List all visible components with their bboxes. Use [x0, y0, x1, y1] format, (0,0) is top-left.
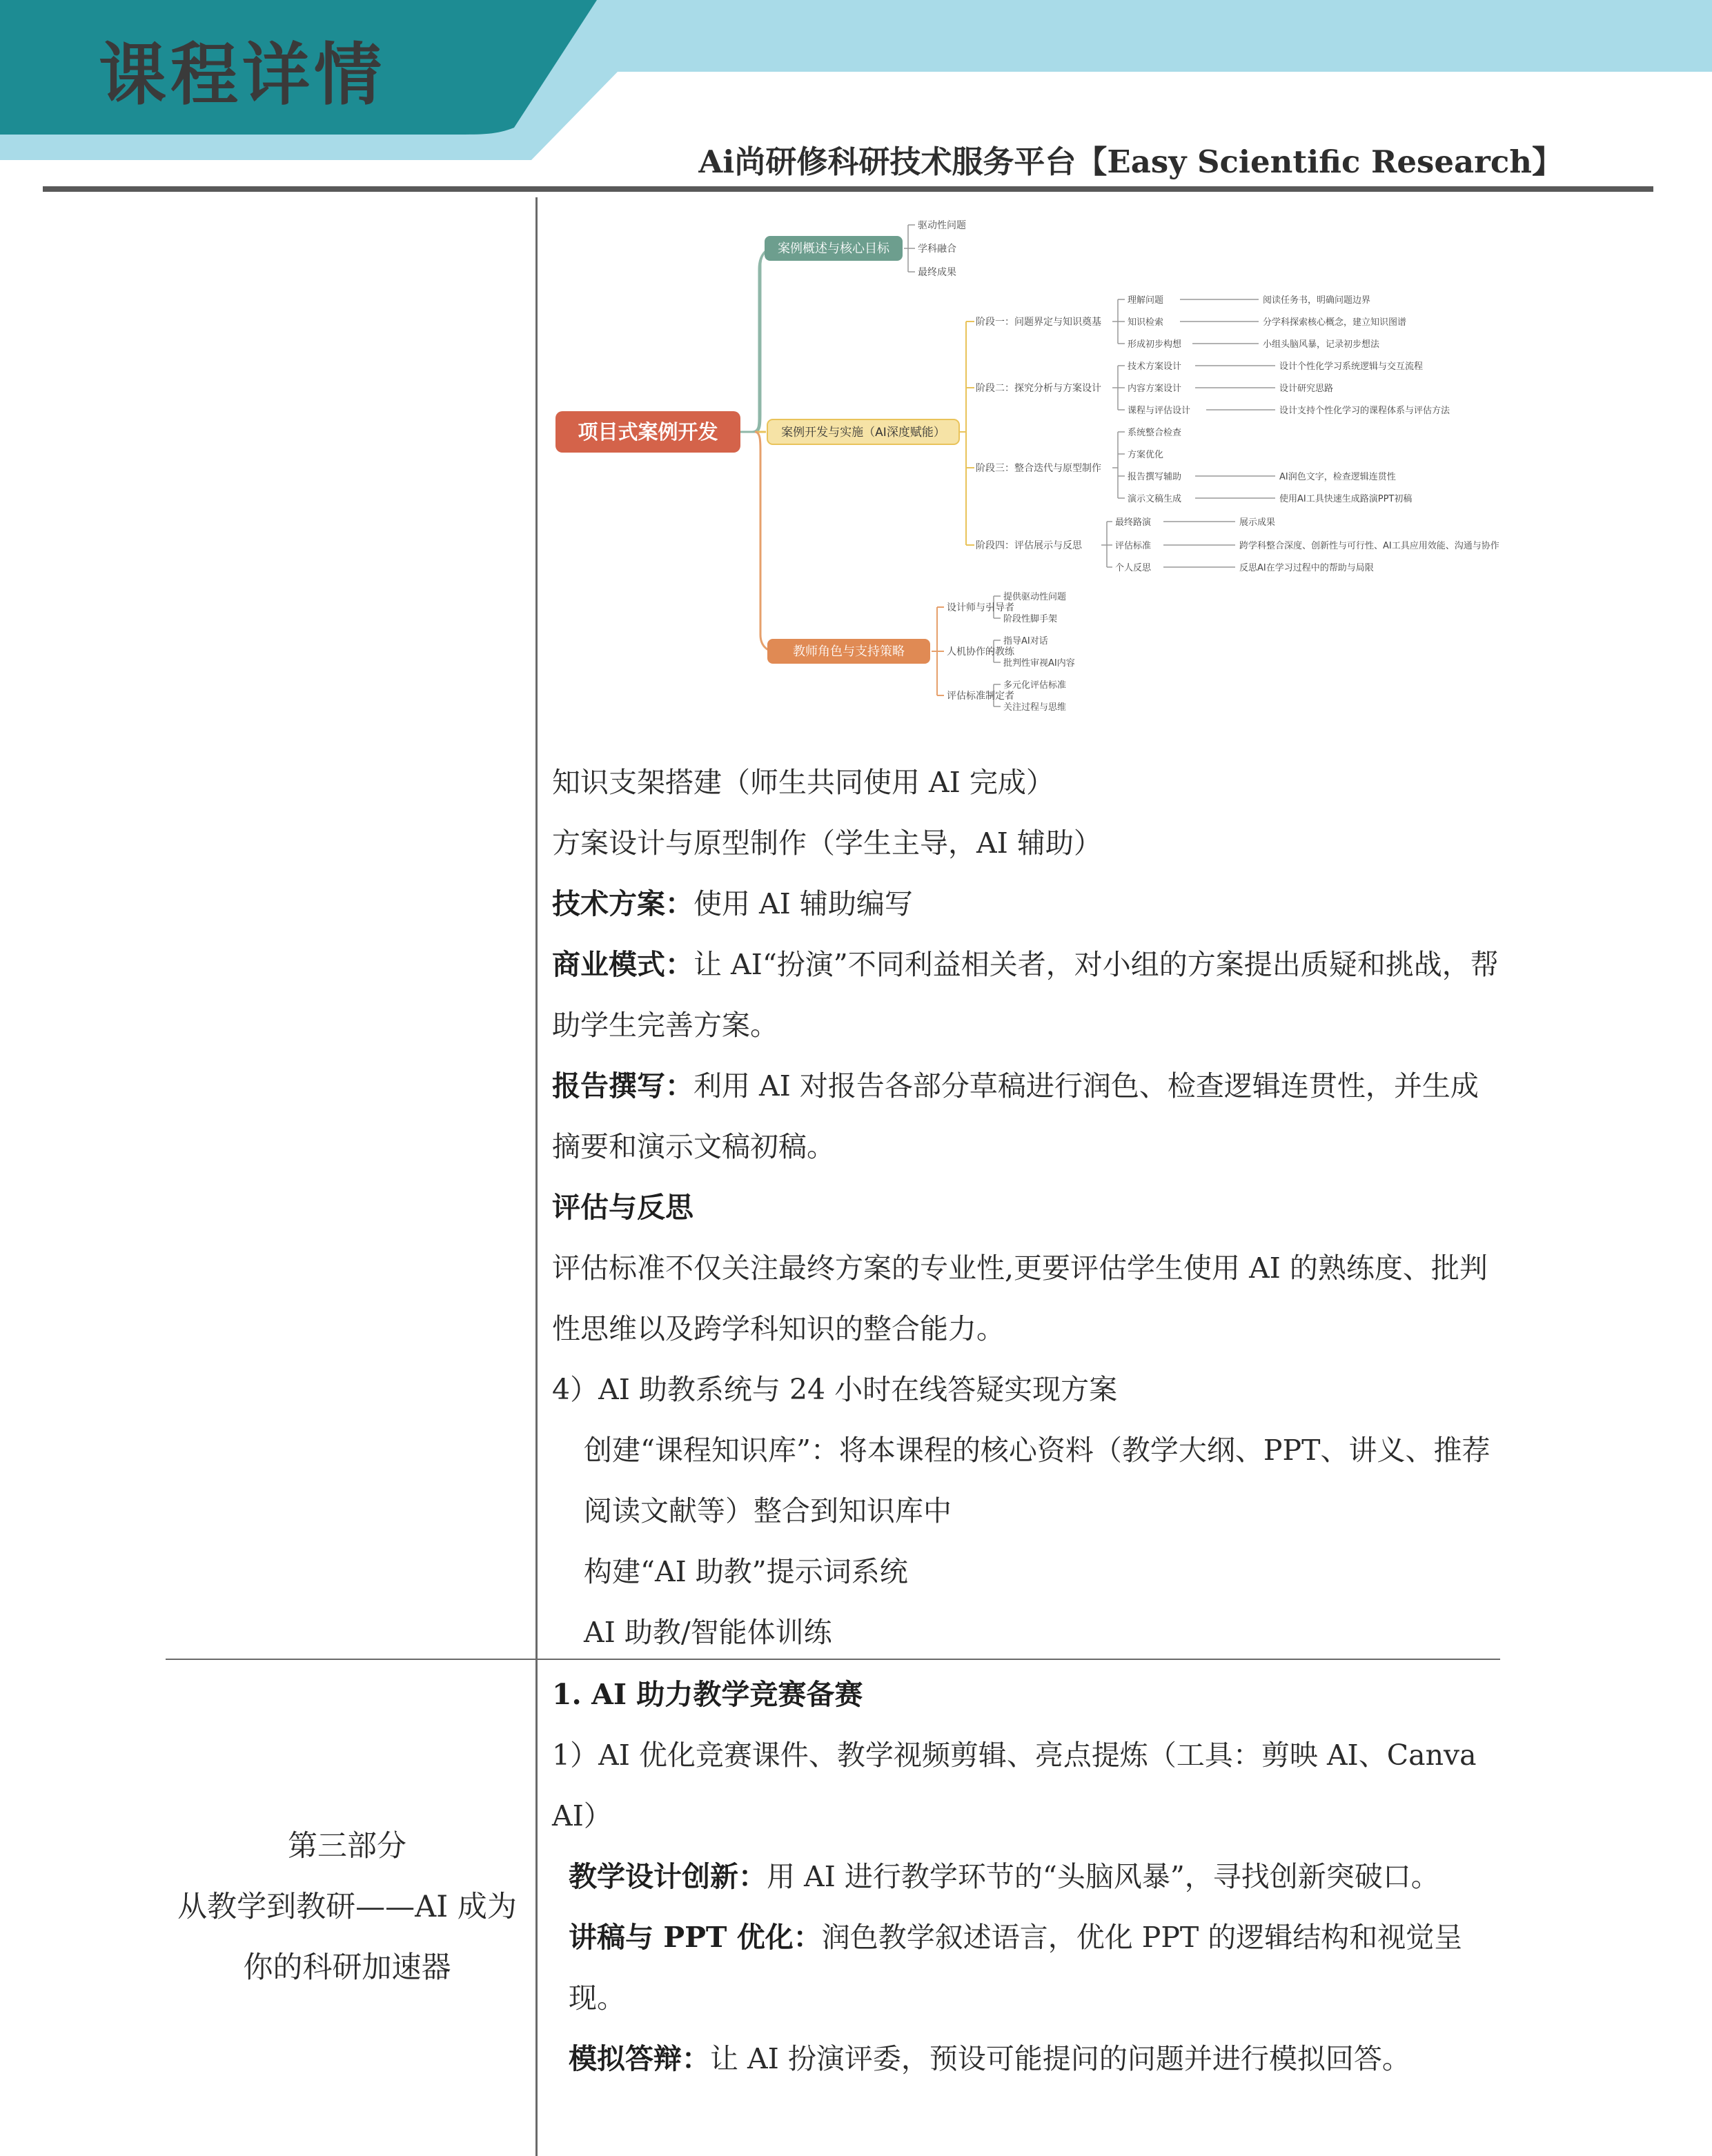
mindmap-role: 人机协作的教练	[947, 646, 1014, 657]
mindmap-leaf: 展示成果	[1239, 517, 1276, 528]
section-heading	[552, 1664, 1504, 1725]
mindmap-leaf: 跨学科整合深度、创新性与可行性、AI工具应用效能、沟通与协作	[1239, 541, 1499, 551]
paragraph: 4）AI 助教系统与 24 小时在线答疑实现方案	[552, 1373, 1118, 1406]
paragraph: 知识支架搭建（师生共同使用 AI 完成）	[552, 766, 1054, 799]
mindmap-leaf: 驱动性问题	[918, 220, 966, 231]
paragraph	[552, 1846, 1504, 1907]
mindmap-root-label: 项目式案例开发	[578, 420, 718, 444]
mindmap-leaf: 学科融合	[918, 244, 956, 255]
term-text: 用 AI 进行教学环节的“头脑风暴”，寻找创新突破口。	[767, 1860, 1439, 1893]
mindmap-leaf: 最终成果	[918, 267, 956, 278]
mindmap-leaf: 指导AI对话	[1003, 636, 1048, 646]
mindmap-leaf: 反思AI在学习过程中的帮助与局限	[1239, 563, 1374, 573]
mindmap-leaf: 形成初步构想	[1128, 339, 1182, 350]
mindmap-branch-teacher-label: 教师角色与支持策略	[793, 644, 905, 659]
mindmap-stage-1: 阶段一：问题界定与知识奠基	[976, 317, 1101, 328]
term-label: 模拟答辩：	[569, 2042, 710, 2075]
mindmap-leaf: 阅读任务书，明确问题边界	[1263, 295, 1371, 306]
mindmap-leaf: 报告撰写辅助	[1128, 472, 1182, 482]
header-divider	[43, 186, 1653, 192]
section-title-line: 你的科研加速器	[243, 1950, 451, 1985]
mindmap-leaf: 方案优化	[1128, 450, 1164, 460]
term-text: 利用 AI 对报告各部分草稿进行润色、检查逻辑连贯性，并生成摘要和演示文稿初稿。	[552, 1069, 1479, 1163]
term-label: 技术方案：	[552, 887, 693, 920]
mindmap-leaf: AI润色文字，检查逻辑连贯性	[1279, 472, 1396, 482]
term-label: 教学设计创新：	[569, 1860, 767, 1893]
mindmap-leaf: 课程与评估设计	[1128, 406, 1191, 416]
mindmap-leaf: 使用AI工具快速生成路演PPT初稿	[1279, 494, 1413, 504]
mindmap-leaf: 技术方案设计	[1128, 362, 1182, 372]
term-text: 使用 AI 辅助编写	[693, 887, 913, 920]
mindmap-leaf: 最终路演	[1115, 517, 1152, 528]
mindmap-role: 评估标准制定者	[947, 691, 1014, 702]
mindmap-diagram	[545, 207, 1499, 724]
paragraph	[552, 2028, 1504, 2089]
table-column-divider	[535, 197, 538, 2156]
mindmap-leaf: 演示文稿生成	[1128, 494, 1182, 504]
term-label: 商业模式：	[552, 948, 693, 981]
paragraph: 评估标准不仅关注最终方案的专业性,更要评估学生使用 AI 的熟练度、批判性思维以及跨学科知识的整合能力。	[552, 1252, 1488, 1345]
platform-subtitle: Ai尚研修科研技术服务平台【Easy Scientific Research】	[698, 144, 1563, 180]
section-label-cell	[166, 1816, 529, 1998]
mindmap-leaf: 设计研究思路	[1279, 384, 1334, 394]
paragraph: AI 助教/智能体训练	[584, 1616, 832, 1649]
term-label: 讲稿与 PPT 优化：	[569, 1921, 822, 1954]
term-text: 让 AI“扮演”不同利益相关者，对小组的方案提出质疑和挑战，帮助学生完善方案。	[552, 948, 1499, 1042]
term-text: 润色教学叙述语言，优化 PPT 的逻辑结构和视觉呈现。	[569, 1921, 1463, 2015]
mindmap-leaf: 个人反思	[1115, 563, 1152, 573]
paragraph: 构建“AI 助教”提示词系统	[584, 1555, 908, 1588]
mindmap-role: 设计师与引导者	[947, 602, 1014, 613]
section-title-line: 从教学到教研——AI 成为	[177, 1890, 517, 1924]
term-label: 报告撰写：	[552, 1069, 693, 1102]
mindmap-leaf: 评估标准	[1115, 541, 1152, 551]
mindmap-stage-2: 阶段二：探究分析与方案设计	[976, 383, 1101, 394]
lower-content	[552, 1664, 1504, 2089]
paragraph	[552, 934, 1504, 1056]
mindmap-branch-overview-label: 案例概述与核心目标	[778, 241, 889, 256]
mindmap-leaf: 系统整合检查	[1128, 428, 1182, 438]
heading-text: 评估与反思	[552, 1191, 693, 1224]
mindmap-leaf: 关注过程与思维	[1003, 702, 1067, 713]
mindmap-leaf: 提供驱动性问题	[1003, 592, 1067, 602]
paragraph	[552, 1056, 1504, 1177]
term-text: 让 AI 扮演评委，预设可能提问的问题并进行模拟回答。	[710, 2042, 1410, 2075]
mindmap-leaf: 小组头脑风暴，记录初步想法	[1263, 339, 1380, 350]
mindmap-leaf: 设计支持个性化学习的课程体系与评估方法	[1279, 406, 1450, 416]
section-part: 第三部分	[288, 1829, 406, 1863]
paragraph	[552, 873, 1504, 934]
mindmap-leaf: 多元化评估标准	[1003, 680, 1067, 691]
mindmap-branch-implementation-label: 案例开发与实施（AI深度赋能）	[781, 426, 945, 439]
mindmap-stage-4: 阶段四：评估展示与反思	[976, 540, 1082, 551]
mindmap-leaf: 知识检索	[1128, 317, 1164, 328]
paragraph-heading	[552, 1177, 1504, 1238]
heading-text: 1. AI 助力教学竞赛备赛	[552, 1678, 863, 1711]
paragraph: 创建“课程知识库”：将本课程的核心资料（教学大纲、PPT、讲义、推荐阅读文献等）整合到知识库中	[584, 1434, 1490, 1527]
mindmap-stage-3: 阶段三：整合迭代与原型制作	[976, 463, 1101, 474]
mindmap-leaf: 分学科探索核心概念，建立知识图谱	[1263, 317, 1407, 328]
paragraph: 1）AI 优化竞赛课件、教学视频剪辑、亮点提炼（工具：剪映 AI、Canva AI）	[552, 1739, 1477, 1832]
mindmap-leaf: 设计个性化学习系统逻辑与交互流程	[1279, 362, 1424, 372]
connector	[740, 248, 773, 432]
upper-content	[552, 752, 1504, 1663]
mindmap-leaf: 理解问题	[1128, 295, 1164, 306]
mindmap-leaf: 内容方案设计	[1128, 384, 1182, 394]
mindmap-leaf: 阶段性脚手架	[1003, 614, 1058, 624]
paragraph	[552, 1907, 1504, 2028]
page-title: 课程详情	[99, 36, 386, 115]
mindmap-leaf: 批判性审视AI内容	[1003, 658, 1075, 669]
paragraph: 方案设计与原型制作（学生主导，AI 辅助）	[552, 827, 1102, 860]
